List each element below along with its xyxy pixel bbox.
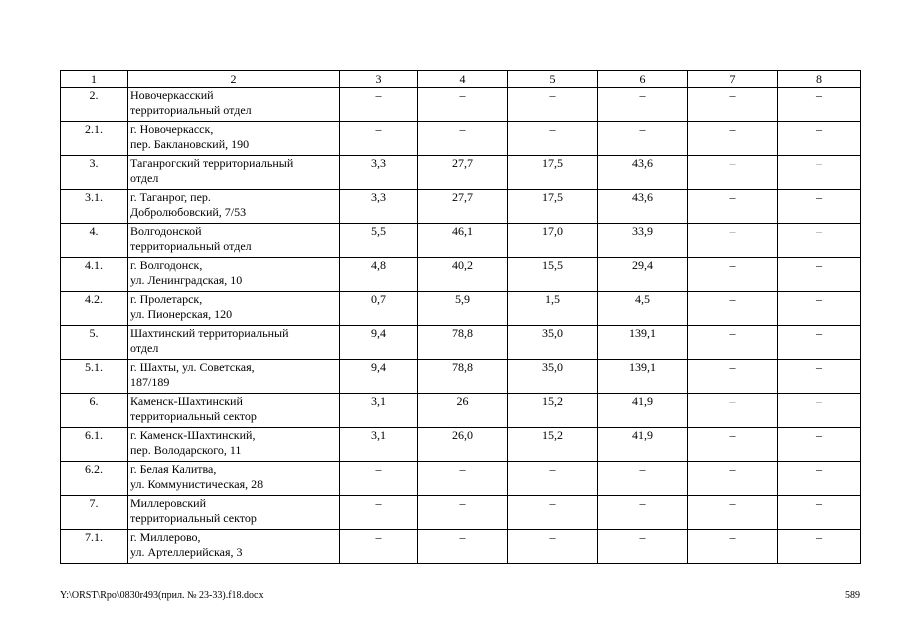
value-cell-col4: 46,1 (418, 224, 508, 258)
row-name-cell (128, 258, 340, 292)
row-name-line: отдел (130, 341, 159, 355)
row-name-line: пер. Володарского, 11 (130, 443, 242, 457)
row-name-cell (128, 326, 340, 360)
value-cell-col4: 40,2 (418, 258, 508, 292)
value-cell-col7: – (688, 292, 778, 326)
value-cell-col7: – (688, 122, 778, 156)
value-cell-col4: 26 (418, 394, 508, 428)
value-cell-col6: – (598, 88, 688, 122)
header-cell: 7 (688, 71, 778, 88)
header-cell: 4 (418, 71, 508, 88)
row-name-line: г. Таганрог, пер. (130, 190, 211, 204)
value-cell-col8: – (778, 326, 861, 360)
row-name-cell (128, 224, 340, 258)
row-name-line: территориальный сектор (130, 511, 257, 525)
value-cell-col6: – (598, 496, 688, 530)
value-cell-col5: – (508, 88, 598, 122)
value-cell-col7: – (688, 258, 778, 292)
row-name-line: г. Миллерово, (130, 530, 201, 544)
value-cell-col5: 17,0 (508, 224, 598, 258)
row-name-line: территориальный отдел (130, 239, 252, 253)
table-body (61, 71, 861, 564)
row-name-line: Шахтинский территориальный (130, 326, 289, 340)
value-cell-col7: – (688, 326, 778, 360)
value-cell-col8: – (778, 292, 861, 326)
row-name-cell (128, 190, 340, 224)
value-cell-col3: 0,7 (340, 292, 418, 326)
row-name-line: г. Волгодонск, (130, 258, 203, 272)
value-cell-col4: – (418, 530, 508, 564)
row-name-line: территориальный отдел (130, 103, 252, 117)
table-row (61, 156, 861, 190)
table-row (61, 360, 861, 394)
row-number-cell: 6.1. (61, 428, 128, 462)
row-name-line: ул. Коммунистическая, 28 (130, 477, 264, 491)
row-name-line: Волгодонской (130, 224, 202, 238)
row-name-line: пер. Баклановский, 190 (130, 137, 250, 151)
row-name-line: г. Каменск-Шахтинский, (130, 428, 256, 442)
value-cell-col6: 4,5 (598, 292, 688, 326)
row-number-cell: 4.1. (61, 258, 128, 292)
row-number-cell: 6.2. (61, 462, 128, 496)
value-cell-col6: 139,1 (598, 360, 688, 394)
value-cell-col4: – (418, 88, 508, 122)
value-cell-col6: 43,6 (598, 190, 688, 224)
row-name-line: г. Новочеркасск, (130, 122, 214, 136)
value-cell-col5: 15,2 (508, 394, 598, 428)
row-name-line: 187/189 (130, 375, 170, 389)
value-cell-col6: – (598, 530, 688, 564)
header-cell: 1 (61, 71, 128, 88)
row-name-cell (128, 156, 340, 190)
value-cell-col5: 35,0 (508, 360, 598, 394)
value-cell-col7: – (688, 156, 778, 190)
value-cell-col7: – (688, 360, 778, 394)
row-name-cell (128, 428, 340, 462)
value-cell-col7: – (688, 530, 778, 564)
row-number-cell: 7.1. (61, 530, 128, 564)
row-name-line: г. Белая Калитва, (130, 462, 217, 476)
table-row (61, 258, 861, 292)
header-cell: 8 (778, 71, 861, 88)
row-name-cell (128, 462, 340, 496)
value-cell-col6: 43,6 (598, 156, 688, 190)
value-cell-col8: – (778, 496, 861, 530)
value-cell-col8: – (778, 258, 861, 292)
value-cell-col3: 9,4 (340, 326, 418, 360)
value-cell-col3: 3,3 (340, 156, 418, 190)
value-cell-col8: – (778, 462, 861, 496)
row-name-line: отдел (130, 171, 159, 185)
row-number-cell: 3. (61, 156, 128, 190)
row-name-cell (128, 122, 340, 156)
row-name-cell (128, 292, 340, 326)
value-cell-col8: – (778, 530, 861, 564)
value-cell-col6: 33,9 (598, 224, 688, 258)
table-row (61, 496, 861, 530)
value-cell-col3: – (340, 122, 418, 156)
row-name-line: ул. Ленинградская, 10 (130, 273, 243, 287)
row-name-line: Новочеркасский (130, 88, 214, 102)
value-cell-col4: 5,9 (418, 292, 508, 326)
table-row (61, 88, 861, 122)
value-cell-col5: – (508, 122, 598, 156)
value-cell-col4: – (418, 496, 508, 530)
row-name-line: ул. Пионерская, 120 (130, 307, 233, 321)
value-cell-col4: – (418, 122, 508, 156)
value-cell-col8: – (778, 224, 861, 258)
row-name-line: Миллеровский (130, 496, 206, 510)
value-cell-col5: – (508, 462, 598, 496)
table-header-row (61, 71, 861, 88)
value-cell-col3: 4,8 (340, 258, 418, 292)
row-number-cell: 6. (61, 394, 128, 428)
value-cell-col8: – (778, 156, 861, 190)
value-cell-col8: – (778, 394, 861, 428)
value-cell-col4: 27,7 (418, 156, 508, 190)
row-name-cell (128, 88, 340, 122)
page-number: 589 (845, 590, 860, 601)
value-cell-col7: – (688, 428, 778, 462)
value-cell-col4: 26,0 (418, 428, 508, 462)
header-cell: 5 (508, 71, 598, 88)
value-cell-col7: – (688, 224, 778, 258)
value-cell-col8: – (778, 88, 861, 122)
value-cell-col8: – (778, 122, 861, 156)
row-number-cell: 5. (61, 326, 128, 360)
value-cell-col4: 78,8 (418, 326, 508, 360)
row-number-cell: 2. (61, 88, 128, 122)
value-cell-col4: – (418, 462, 508, 496)
value-cell-col5: – (508, 496, 598, 530)
value-cell-col5: 17,5 (508, 156, 598, 190)
header-cell: 2 (128, 71, 340, 88)
value-cell-col6: 41,9 (598, 428, 688, 462)
row-number-cell: 7. (61, 496, 128, 530)
value-cell-col6: 29,4 (598, 258, 688, 292)
row-number-cell: 2.1. (61, 122, 128, 156)
row-number-cell: 4. (61, 224, 128, 258)
value-cell-col3: – (340, 530, 418, 564)
value-cell-col7: – (688, 190, 778, 224)
row-number-cell: 4.2. (61, 292, 128, 326)
table-row (61, 428, 861, 462)
value-cell-col3: – (340, 462, 418, 496)
row-name-cell (128, 530, 340, 564)
value-cell-col8: – (778, 190, 861, 224)
row-name-cell (128, 394, 340, 428)
table-row (61, 326, 861, 360)
value-cell-col3: – (340, 496, 418, 530)
value-cell-col5: 15,2 (508, 428, 598, 462)
value-cell-col5: – (508, 530, 598, 564)
table-row (61, 394, 861, 428)
value-cell-col3: 5,5 (340, 224, 418, 258)
value-cell-col5: 1,5 (508, 292, 598, 326)
value-cell-col6: – (598, 462, 688, 496)
table-row (61, 224, 861, 258)
value-cell-col6: 139,1 (598, 326, 688, 360)
data-table (60, 70, 861, 564)
value-cell-col3: 3,3 (340, 190, 418, 224)
table-row (61, 190, 861, 224)
value-cell-col5: 17,5 (508, 190, 598, 224)
file-path-footer: Y:\ORST\Rpo\0830r493(прил. № 23-33).f18.docx (60, 590, 264, 601)
value-cell-col7: – (688, 88, 778, 122)
value-cell-col5: 35,0 (508, 326, 598, 360)
row-number-cell: 5.1. (61, 360, 128, 394)
row-number-cell: 3.1. (61, 190, 128, 224)
row-name-line: г. Шахты, ул. Советская, (130, 360, 255, 374)
value-cell-col5: 15,5 (508, 258, 598, 292)
row-name-line: Таганрогский территориальный (130, 156, 294, 170)
table-row (61, 292, 861, 326)
value-cell-col7: – (688, 496, 778, 530)
value-cell-col3: 3,1 (340, 428, 418, 462)
row-name-line: ул. Артеллерийская, 3 (130, 545, 243, 559)
value-cell-col6: – (598, 122, 688, 156)
row-name-line: территориальный сектор (130, 409, 257, 423)
value-cell-col4: 78,8 (418, 360, 508, 394)
row-name-cell (128, 496, 340, 530)
value-cell-col3: – (340, 88, 418, 122)
value-cell-col3: 3,1 (340, 394, 418, 428)
table-row (61, 462, 861, 496)
value-cell-col7: – (688, 394, 778, 428)
value-cell-col4: 27,7 (418, 190, 508, 224)
table-row (61, 530, 861, 564)
value-cell-col8: – (778, 428, 861, 462)
value-cell-col6: 41,9 (598, 394, 688, 428)
header-cell: 3 (340, 71, 418, 88)
row-name-line: г. Пролетарск, (130, 292, 203, 306)
table-row (61, 122, 861, 156)
value-cell-col3: 9,4 (340, 360, 418, 394)
row-name-line: Добролюбовский, 7/53 (130, 205, 247, 219)
header-cell: 6 (598, 71, 688, 88)
row-name-cell (128, 360, 340, 394)
row-name-line: Каменск-Шахтинский (130, 394, 243, 408)
value-cell-col7: – (688, 462, 778, 496)
value-cell-col8: – (778, 360, 861, 394)
